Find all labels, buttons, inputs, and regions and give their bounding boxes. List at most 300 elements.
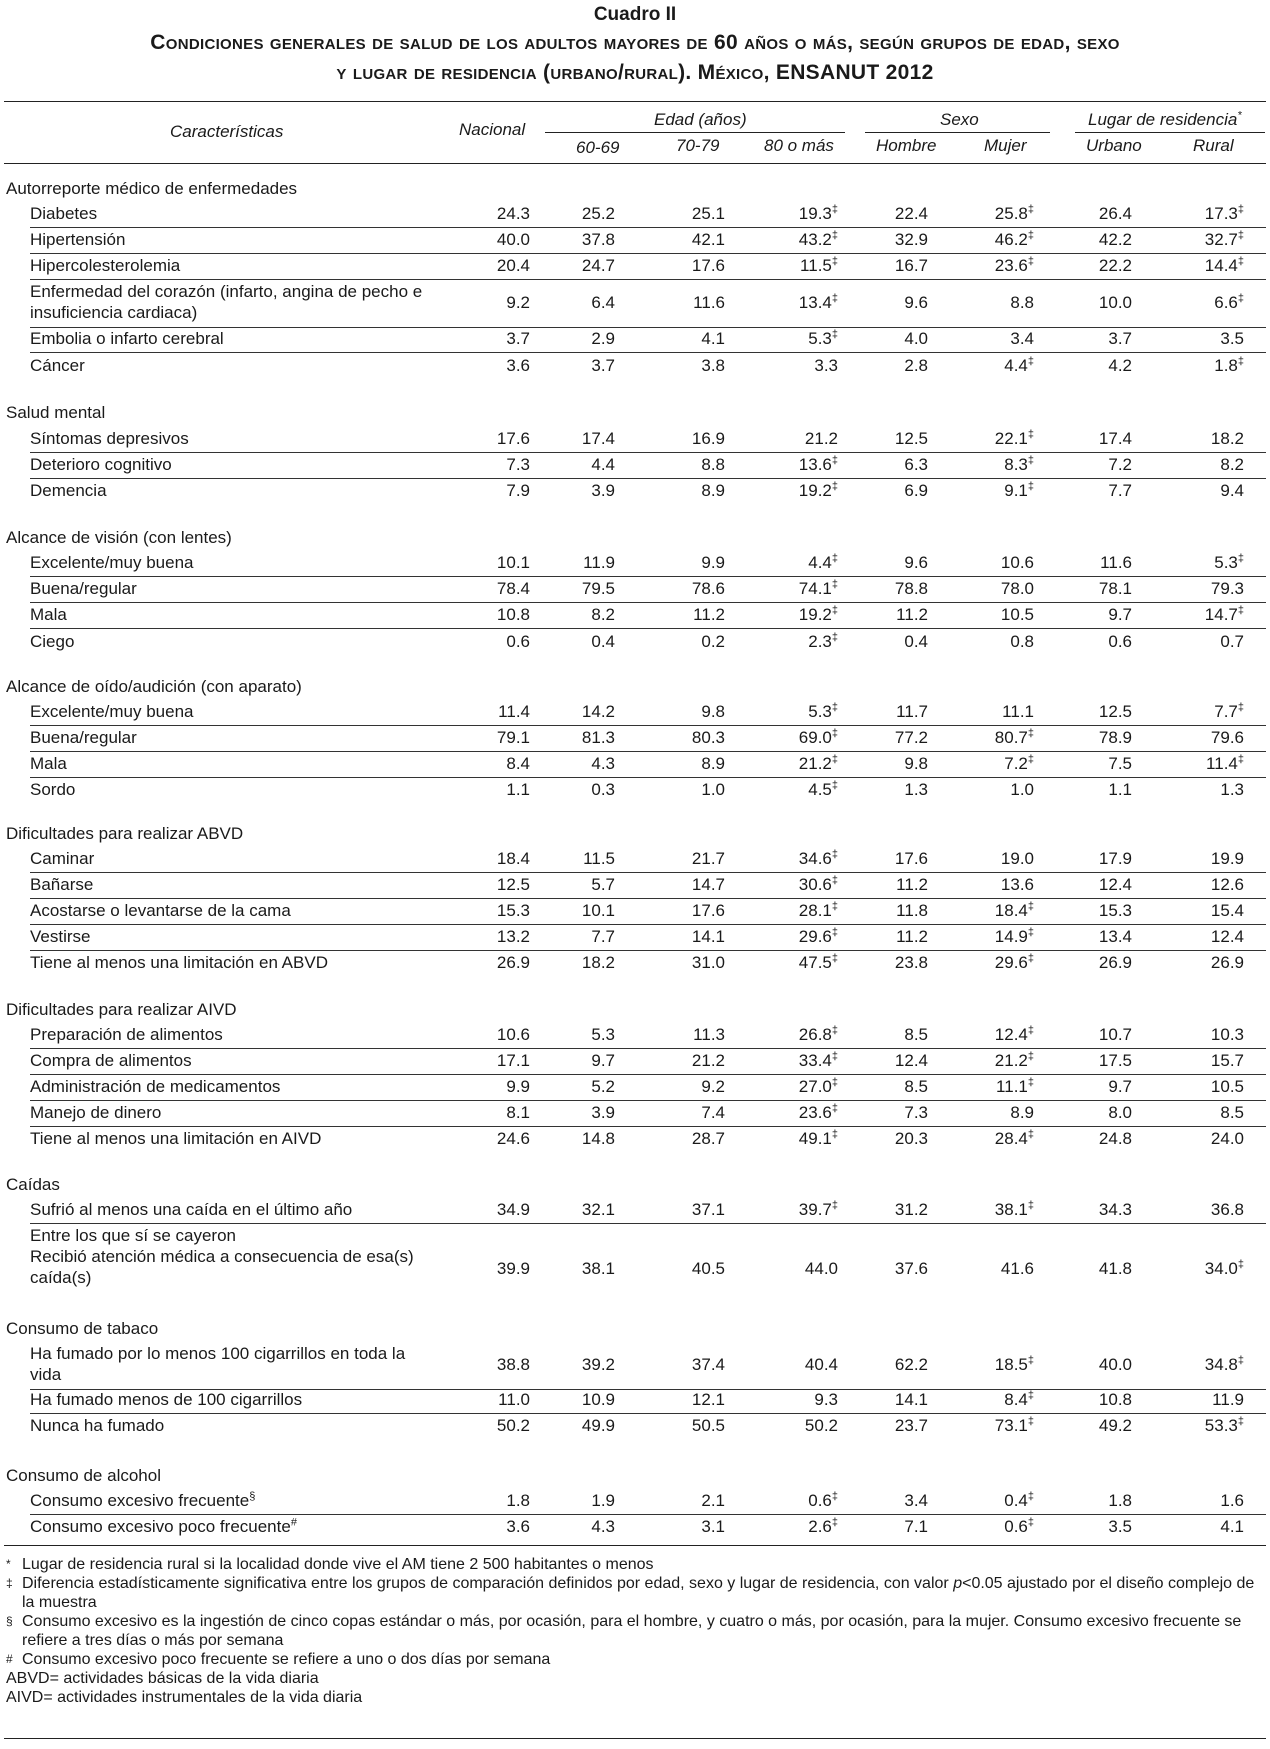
cell-value: 50.5 xyxy=(691,1416,725,1435)
table-row xyxy=(0,701,1270,727)
cell-value: 10.8 xyxy=(496,605,530,624)
cell-value: 23.6‡ xyxy=(798,1102,838,1122)
cell-value: 40.5 xyxy=(691,1259,725,1278)
table-row xyxy=(0,900,1270,926)
cell-value: 7.4 xyxy=(701,1103,725,1122)
cell-value: 12.5 xyxy=(1098,702,1132,721)
cell-value: 53.3‡ xyxy=(1204,1415,1244,1435)
cell-value: 13.4‡ xyxy=(798,292,838,312)
cell-value: 7.5 xyxy=(1108,754,1132,773)
row-divider xyxy=(30,872,1266,873)
cell-value: 14.8 xyxy=(581,1129,615,1148)
cell-value: 6.9 xyxy=(904,481,928,500)
cell-value: 41.8 xyxy=(1098,1259,1132,1278)
table-row xyxy=(0,1389,1270,1415)
cell-value: 0.8 xyxy=(1010,632,1034,651)
cell-value: 17.6 xyxy=(691,901,725,920)
table-title xyxy=(40,28,1230,88)
cell-value: 10.6 xyxy=(496,1025,530,1044)
cell-value: 0.3 xyxy=(591,780,615,799)
cell-value: 49.1‡ xyxy=(798,1128,838,1148)
header-nacional: Nacional xyxy=(459,120,526,139)
cell-value: 3.5 xyxy=(1108,1517,1132,1536)
cell-value: 34.9 xyxy=(496,1200,530,1219)
cell-value: 43.2‡ xyxy=(798,229,838,249)
row-divider xyxy=(30,898,1266,899)
header-lugar-line xyxy=(1075,132,1265,133)
table-label: Cuadro II xyxy=(593,4,677,25)
cell-value: 3.1 xyxy=(701,1517,725,1536)
cell-value: 11.2 xyxy=(896,875,928,894)
header-edad-line xyxy=(545,132,845,133)
cell-value: 14.7‡ xyxy=(1204,604,1244,624)
cell-value: 1.8‡ xyxy=(1214,355,1244,375)
cell-value: 10.6 xyxy=(1000,553,1034,572)
cell-value: 3.3 xyxy=(814,356,838,375)
row-label: Caminar xyxy=(30,849,95,868)
cell-value: 11.5‡ xyxy=(800,255,838,275)
section-heading-label: Dificultades para realizar ABVD xyxy=(6,824,244,843)
table-row xyxy=(0,1128,1270,1154)
cell-value: 7.9 xyxy=(506,481,530,500)
footnote-text: ABVD= actividades básicas de la vida diaria xyxy=(6,1670,319,1687)
cell-value: 0.6‡ xyxy=(1004,1516,1034,1536)
cell-value: 9.7 xyxy=(1108,605,1132,624)
row-divider xyxy=(30,1048,1266,1049)
row-divider xyxy=(30,950,1266,951)
cell-value: 19.2‡ xyxy=(798,604,838,624)
cell-value: 7.7 xyxy=(1108,481,1132,500)
cell-value: 26.9 xyxy=(1210,953,1244,972)
header-col-80-mas: 80 o más xyxy=(764,136,834,155)
cell-value: 25.1 xyxy=(691,204,725,223)
table-row xyxy=(0,281,1270,329)
cell-value: 11.1 xyxy=(1002,702,1034,721)
table-row xyxy=(0,355,1270,381)
cell-value: 3.7 xyxy=(506,329,530,348)
cell-value: 73.1‡ xyxy=(994,1415,1034,1435)
table-row xyxy=(0,578,1270,604)
cell-value: 21.2 xyxy=(804,429,838,448)
footnote-text: Lugar de residencia rural si la localidad donde vive el AM tiene 2 500 habitantes o menos xyxy=(22,1556,654,1573)
header-lugar-mark: * xyxy=(1237,109,1242,122)
cell-value: 4.4‡ xyxy=(1004,355,1034,375)
cell-value: 18.4‡ xyxy=(994,900,1034,920)
cell-value: 37.1 xyxy=(691,1200,725,1219)
cell-value: 3.7 xyxy=(1108,329,1132,348)
cell-value: 12.5 xyxy=(894,429,928,448)
cell-value: 5.3‡ xyxy=(808,328,838,348)
cell-value: 80.7‡ xyxy=(994,727,1034,747)
cell-value: 10.5 xyxy=(1000,605,1034,624)
row-label: Compra de alimentos xyxy=(30,1051,192,1070)
cell-value: 37.4 xyxy=(691,1355,725,1374)
cell-value: 6.4 xyxy=(591,293,615,312)
cell-value: 1.3 xyxy=(1220,780,1244,799)
section-heading-label: Caídas xyxy=(6,1175,60,1194)
table-row xyxy=(0,1050,1270,1076)
cell-value: 12.6 xyxy=(1210,875,1244,894)
cell-value: 39.2 xyxy=(581,1355,615,1374)
table-row xyxy=(0,1415,1270,1441)
cell-value: 8.9 xyxy=(701,481,725,500)
table-bottom-rule xyxy=(4,1545,1266,1546)
cell-value: 6.3 xyxy=(904,455,928,474)
row-label: Embolia o infarto cerebral xyxy=(30,329,224,348)
cell-value: 9.3 xyxy=(814,1390,838,1409)
cell-value: 3.4 xyxy=(904,1491,928,1510)
cell-value: 8.3‡ xyxy=(1004,454,1034,474)
cell-value: 11.2 xyxy=(896,605,928,624)
cell-value: 79.1 xyxy=(496,728,530,747)
cell-value: 37.8 xyxy=(581,230,615,249)
cell-value: 78.6 xyxy=(691,579,725,598)
row-label: Deterioro cognitivo xyxy=(30,455,172,474)
cell-value: 32.1 xyxy=(581,1200,615,1219)
table-row xyxy=(0,1024,1270,1050)
cell-value: 0.4 xyxy=(591,632,615,651)
row-divider xyxy=(30,1074,1266,1075)
cell-value: 9.1‡ xyxy=(1004,480,1034,500)
cell-value: 23.7 xyxy=(894,1416,928,1435)
cell-value: 28.1‡ xyxy=(798,900,838,920)
cell-value: 19.2‡ xyxy=(798,480,838,500)
cell-value: 0.7 xyxy=(1220,632,1244,651)
row-label: Síntomas depresivos xyxy=(30,429,189,448)
table-row xyxy=(0,1225,1270,1295)
cell-value: 78.9 xyxy=(1098,728,1132,747)
cell-value: 6.6‡ xyxy=(1214,292,1244,312)
cell-value: 24.7 xyxy=(581,256,615,275)
row-label: Sordo xyxy=(30,780,76,799)
cell-value: 28.7 xyxy=(691,1129,725,1148)
cell-value: 29.6‡ xyxy=(994,952,1034,972)
cell-value: 79.5 xyxy=(581,579,615,598)
cell-value: 4.1 xyxy=(701,329,725,348)
footnote-text: Consumo excesivo es la ingestión de cinco copas estándar o más, por ocasión, para el hombre, y cuatro o más, por ocasión, para la mujer. Consumo excesivo frecuente se refiere a tres días o más por semana xyxy=(22,1613,1242,1649)
cell-value: 14.9‡ xyxy=(994,926,1034,946)
cell-value: 17.3‡ xyxy=(1204,203,1244,223)
cell-value: 5.2 xyxy=(591,1077,615,1096)
cell-value: 3.9 xyxy=(591,481,615,500)
cell-value: 8.8 xyxy=(701,455,725,474)
table-title-line-1: Condiciones generales de salud de los adultos mayores de 60 años o más, según grupos de edad, sexo xyxy=(150,31,1120,54)
cell-value: 78.1 xyxy=(1098,579,1132,598)
cell-value: 49.9 xyxy=(581,1416,615,1435)
cell-value: 8.2 xyxy=(591,605,615,624)
footnote xyxy=(6,1688,1261,1707)
header-lugar-text: Lugar de residencia xyxy=(1088,110,1238,129)
cell-value: 3.9 xyxy=(591,1103,615,1122)
cell-value: 7.3 xyxy=(904,1103,928,1122)
table-row xyxy=(0,552,1270,578)
row-label: Acostarse o levantarse de la cama xyxy=(30,901,291,920)
cell-value: 22.1‡ xyxy=(994,428,1034,448)
cell-value: 4.3 xyxy=(591,754,615,773)
cell-value: 10.1 xyxy=(581,901,615,920)
cell-value: 31.2 xyxy=(894,1200,928,1219)
cell-value: 78.0 xyxy=(1000,579,1034,598)
header-col-hombre: Hombre xyxy=(876,136,937,155)
row-label: Hipertensión xyxy=(30,230,126,249)
row-divider xyxy=(30,452,1266,453)
cell-value: 19.0 xyxy=(1000,849,1034,868)
cell-value: 17.6 xyxy=(496,429,530,448)
cell-value: 17.5 xyxy=(1098,1051,1132,1070)
cell-value: 0.4 xyxy=(904,632,928,651)
row-label: Nunca ha fumado xyxy=(30,1416,165,1435)
cell-value: 34.8‡ xyxy=(1204,1354,1244,1374)
cell-value: 8.9 xyxy=(701,754,725,773)
cell-value: 29.6‡ xyxy=(798,926,838,946)
row-label: Preparación de alimentos xyxy=(30,1025,223,1044)
footnotes xyxy=(6,1555,1261,1707)
cell-value: 8.5 xyxy=(904,1077,928,1096)
cell-value: 50.2 xyxy=(804,1416,838,1435)
cell-value: 26.9 xyxy=(1098,953,1132,972)
cell-value: 10.9 xyxy=(581,1390,615,1409)
cell-value: 12.4‡ xyxy=(994,1024,1034,1044)
cell-value: 5.3‡ xyxy=(1214,552,1244,572)
footnote xyxy=(6,1555,1261,1574)
cell-value: 10.7 xyxy=(1098,1025,1132,1044)
page-bottom-rule xyxy=(4,1738,1266,1739)
cell-value: 11.7 xyxy=(896,702,928,721)
cell-value: 80.3 xyxy=(691,728,725,747)
row-divider xyxy=(30,628,1266,629)
cell-value: 3.7 xyxy=(591,356,615,375)
cell-value: 8.5 xyxy=(904,1025,928,1044)
cell-value: 7.2‡ xyxy=(1004,753,1034,773)
cell-value: 10.5 xyxy=(1210,1077,1244,1096)
row-divider xyxy=(30,227,1266,228)
cell-value: 21.7 xyxy=(691,849,725,868)
cell-value: 17.4 xyxy=(1098,429,1132,448)
section-heading-label: Autorreporte médico de enfermedades xyxy=(6,179,298,198)
cell-value: 9.6 xyxy=(904,293,928,312)
section-heading-label: Alcance de oído/audición (con aparato) xyxy=(6,677,302,696)
cell-value: 2.6‡ xyxy=(808,1516,838,1536)
cell-value: 26.4 xyxy=(1098,204,1132,223)
cell-value: 0.6 xyxy=(1108,632,1132,651)
cell-value: 2.9 xyxy=(591,329,615,348)
cell-value: 42.2 xyxy=(1098,230,1132,249)
row-label: Tiene al menos una limitación en ABVD xyxy=(30,953,328,972)
cell-value: 18.5‡ xyxy=(994,1354,1034,1374)
cell-value: 11.4 xyxy=(498,702,530,721)
cell-value: 18.4 xyxy=(496,849,530,868)
top-rule xyxy=(4,101,1266,102)
cell-value: 74.1‡ xyxy=(798,578,838,598)
cell-value: 81.3 xyxy=(581,728,615,747)
cell-value: 38.1 xyxy=(581,1259,615,1278)
cell-value: 11.2 xyxy=(693,605,725,624)
cell-value: 79.3 xyxy=(1210,579,1244,598)
cell-value: 22.4 xyxy=(894,204,928,223)
table-row xyxy=(0,1490,1270,1516)
cell-value: 4.4 xyxy=(591,455,615,474)
cell-value: 4.3 xyxy=(591,1517,615,1536)
cell-value: 15.3 xyxy=(496,901,530,920)
cell-value: 40.4 xyxy=(804,1355,838,1374)
row-label: Ha fumado por lo menos 100 cigarrillos en toda la vida xyxy=(30,1344,406,1384)
cell-value: 13.2 xyxy=(496,927,530,946)
cell-value: 14.2 xyxy=(581,702,615,721)
cell-value: 1.1 xyxy=(506,780,530,799)
cell-value: 11.6 xyxy=(1100,553,1132,572)
cell-value: 13.6 xyxy=(1000,875,1034,894)
cell-value: 78.8 xyxy=(894,579,928,598)
row-label: Mala xyxy=(30,605,67,624)
table-row xyxy=(0,727,1270,753)
cell-value: 26.8‡ xyxy=(798,1024,838,1044)
table-row xyxy=(0,480,1270,506)
row-label: Manejo de dinero xyxy=(30,1103,162,1122)
cell-value: 1.8 xyxy=(1108,1491,1132,1510)
cell-value: 33.4‡ xyxy=(798,1050,838,1070)
cell-value: 18.2 xyxy=(581,953,615,972)
cell-value: 11.6 xyxy=(693,293,725,312)
row-divider xyxy=(30,576,1266,577)
cell-value: 8.5 xyxy=(1220,1103,1244,1122)
section-heading-label: Alcance de visión (con lentes) xyxy=(6,528,232,547)
cell-value: 17.6 xyxy=(894,849,928,868)
header-col-70-79: 70-79 xyxy=(676,136,720,155)
cell-value: 17.6 xyxy=(691,256,725,275)
cell-value: 11.2 xyxy=(896,927,928,946)
cell-value: 11.9 xyxy=(1212,1390,1244,1409)
cell-value: 25.2 xyxy=(581,204,615,223)
cell-value: 40.0 xyxy=(496,230,530,249)
cell-value: 38.1‡ xyxy=(994,1199,1034,1219)
cell-value: 14.4‡ xyxy=(1204,255,1244,275)
cell-value: 42.1 xyxy=(691,230,725,249)
cell-value: 12.1 xyxy=(691,1390,725,1409)
table-row xyxy=(0,848,1270,874)
cell-value: 12.4 xyxy=(1098,875,1132,894)
cell-value: 9.4 xyxy=(1220,481,1244,500)
cell-value: 10.1 xyxy=(496,553,530,572)
cell-value: 13.6‡ xyxy=(798,454,838,474)
row-label: Consumo excesivo poco frecuente# xyxy=(30,1516,297,1536)
cell-value: 44.0 xyxy=(804,1259,838,1278)
cell-value: 21.2‡ xyxy=(798,753,838,773)
footnote xyxy=(6,1574,1261,1612)
header-edad: Edad (años) xyxy=(654,110,747,129)
cell-value: 8.1 xyxy=(506,1103,530,1122)
cell-value: 7.7 xyxy=(591,927,615,946)
cell-value: 13.4 xyxy=(1098,927,1132,946)
cell-value: 5.3 xyxy=(591,1025,615,1044)
cell-value: 38.8 xyxy=(496,1355,530,1374)
cell-value: 3.6 xyxy=(506,356,530,375)
cell-value: 1.6 xyxy=(1220,1491,1244,1510)
row-label: Enfermedad del corazón (infarto, angina de pecho e insuficiencia cardiaca) xyxy=(30,282,423,322)
cell-value: 4.2 xyxy=(1108,356,1132,375)
cell-value: 8.4 xyxy=(506,754,530,773)
cell-value: 20.3 xyxy=(894,1129,928,1148)
cell-value: 9.2 xyxy=(701,1077,725,1096)
section-heading-label: Dificultades para realizar AIVD xyxy=(6,1000,237,1019)
cell-value: 7.1 xyxy=(904,1517,928,1536)
cell-value: 5.7 xyxy=(591,875,615,894)
table-row xyxy=(0,1199,1270,1225)
cell-value: 31.0 xyxy=(691,953,725,972)
cell-value: 28.4‡ xyxy=(994,1128,1034,1148)
header-sexo-line xyxy=(865,132,1050,133)
header-sexo: Sexo xyxy=(940,110,979,129)
table-row xyxy=(0,203,1270,229)
cell-value: 78.4 xyxy=(496,579,530,598)
cell-value: 26.9 xyxy=(496,953,530,972)
table-row xyxy=(0,874,1270,900)
table-row xyxy=(0,454,1270,480)
cell-value: 4.4‡ xyxy=(808,552,838,572)
cell-value: 11.3 xyxy=(693,1025,725,1044)
row-label: Vestirse xyxy=(30,927,91,946)
cell-value: 16.7 xyxy=(894,256,928,275)
cell-value: 27.0‡ xyxy=(798,1076,838,1096)
cell-value: 4.1 xyxy=(1220,1517,1244,1536)
cell-value: 4.0 xyxy=(904,329,928,348)
cell-value: 46.2‡ xyxy=(994,229,1034,249)
row-divider xyxy=(30,751,1266,752)
header-bottom-rule xyxy=(4,163,1266,164)
footnote xyxy=(6,1612,1261,1650)
cell-value: 19.9 xyxy=(1210,849,1244,868)
cell-value: 12.4 xyxy=(894,1051,928,1070)
row-divider xyxy=(30,924,1266,925)
cell-value: 69.0‡ xyxy=(798,727,838,747)
cell-value: 8.0 xyxy=(1108,1103,1132,1122)
cell-value: 14.7 xyxy=(691,875,725,894)
row-label: Hipercolesterolemia xyxy=(30,256,181,275)
cell-value: 39.7‡ xyxy=(798,1199,838,1219)
row-divider xyxy=(30,1126,1266,1127)
cell-value: 19.3‡ xyxy=(798,203,838,223)
cell-value: 2.1 xyxy=(701,1491,725,1510)
cell-value: 16.9 xyxy=(691,429,725,448)
cell-value: 15.4 xyxy=(1210,901,1244,920)
cell-value: 3.5 xyxy=(1220,329,1244,348)
cell-value: 7.3 xyxy=(506,455,530,474)
cell-value: 24.8 xyxy=(1098,1129,1132,1148)
table-row xyxy=(0,604,1270,630)
cell-value: 25.8‡ xyxy=(994,203,1034,223)
cell-value: 1.1 xyxy=(1108,780,1132,799)
table-row xyxy=(0,631,1270,657)
cell-value: 14.1 xyxy=(691,927,725,946)
section-heading-label: Consumo de alcohol xyxy=(6,1466,161,1485)
cell-value: 36.8 xyxy=(1210,1200,1244,1219)
cell-value: 9.6 xyxy=(904,553,928,572)
table-row xyxy=(0,926,1270,952)
cell-value: 39.9 xyxy=(496,1259,530,1278)
row-label: Bañarse xyxy=(30,875,94,894)
cell-value: 8.8 xyxy=(1010,293,1034,312)
cell-value: 9.2 xyxy=(506,293,530,312)
cell-value: 0.2 xyxy=(701,632,725,651)
cell-value: 17.1 xyxy=(496,1051,530,1070)
table-row xyxy=(0,255,1270,281)
cell-value: 14.1 xyxy=(894,1390,928,1409)
cell-value: 49.2 xyxy=(1098,1416,1132,1435)
cell-value: 8.9 xyxy=(1010,1103,1034,1122)
footnote-text: AIVD= actividades instrumentales de la vida diaria xyxy=(6,1689,363,1706)
cell-value: 41.6 xyxy=(1000,1259,1034,1278)
cell-value: 18.2 xyxy=(1210,429,1244,448)
row-divider xyxy=(30,253,1266,254)
